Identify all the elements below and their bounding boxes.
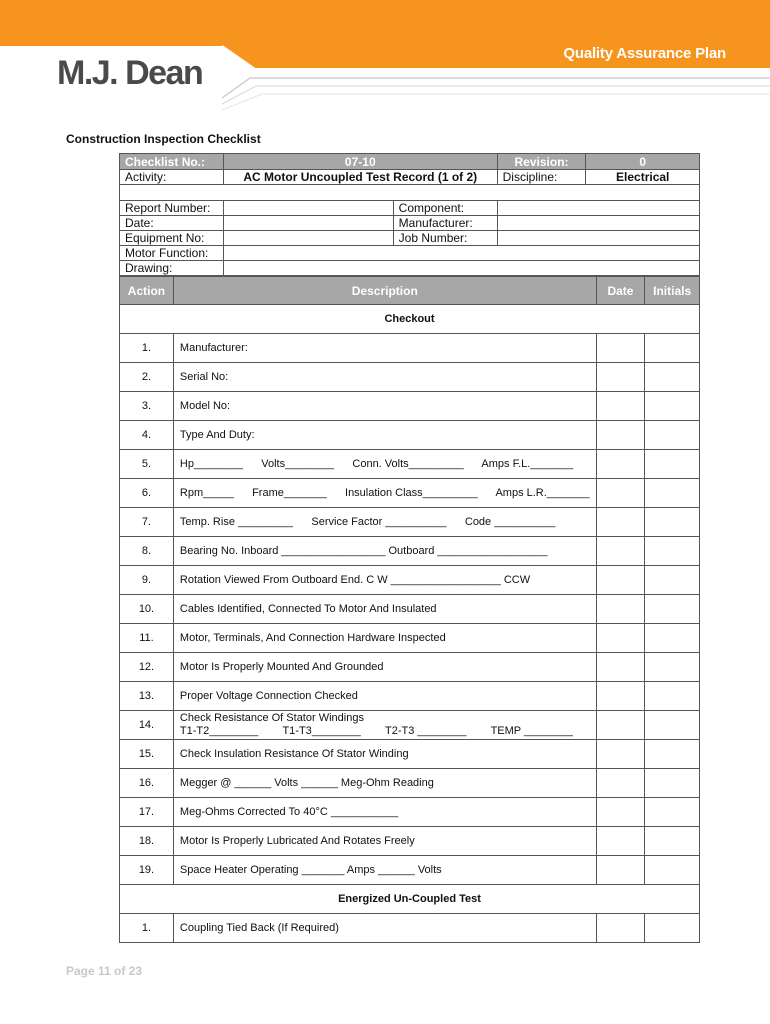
date-cell[interactable] bbox=[596, 508, 645, 537]
initials-cell[interactable] bbox=[645, 450, 700, 479]
item-description: Temp. Rise _________ Service Factor __________ Code __________ bbox=[173, 508, 596, 537]
action-number: 9. bbox=[120, 566, 174, 595]
checklist-row bbox=[120, 421, 700, 450]
date-cell[interactable] bbox=[596, 682, 645, 711]
action-number: 11. bbox=[120, 624, 174, 653]
date-cell[interactable] bbox=[596, 479, 645, 508]
checklist-row bbox=[120, 334, 700, 363]
checklist-row bbox=[120, 740, 700, 769]
equipment-no-label: Equipment No: bbox=[120, 231, 224, 246]
action-number: 14. bbox=[120, 711, 174, 740]
col-header-initials: Initials bbox=[645, 277, 700, 305]
activity-value: AC Motor Uncoupled Test Record (1 of 2) bbox=[223, 170, 497, 185]
initials-cell[interactable] bbox=[645, 856, 700, 885]
checklist-row bbox=[120, 392, 700, 421]
plan-title: Quality Assurance Plan bbox=[563, 45, 726, 62]
date-cell[interactable] bbox=[596, 711, 645, 740]
date-cell[interactable] bbox=[596, 769, 645, 798]
col-header-description: Description bbox=[173, 277, 596, 305]
action-number: 18. bbox=[120, 827, 174, 856]
item-description: Megger @ ______ Volts ______ Meg-Ohm Reading bbox=[173, 769, 596, 798]
checklist-row bbox=[120, 508, 700, 537]
initials-cell[interactable] bbox=[645, 624, 700, 653]
checklist-row bbox=[120, 624, 700, 653]
action-number: 12. bbox=[120, 653, 174, 682]
page-number: Page 11 of 23 bbox=[66, 964, 143, 978]
report-number-label: Report Number: bbox=[120, 201, 224, 216]
date-cell[interactable] bbox=[596, 363, 645, 392]
date-cell[interactable] bbox=[596, 595, 645, 624]
component-label: Component: bbox=[393, 201, 497, 216]
date-cell[interactable] bbox=[596, 537, 645, 566]
initials-cell[interactable] bbox=[645, 421, 700, 450]
description-line-2: T1-T2________ T1-T3________ T2-T3 ________ TEMP ________ bbox=[179, 725, 573, 737]
action-number: 15. bbox=[120, 740, 174, 769]
description-line-1: Check Resistance Of Stator Windings bbox=[179, 712, 364, 724]
item-description: Bearing No. Inboard _________________ Outboard __________________ bbox=[173, 537, 596, 566]
action-number: 17. bbox=[120, 798, 174, 827]
item-description: Meg-Ohms Corrected To 40°C ___________ bbox=[173, 798, 596, 827]
item-description: Check Insulation Resistance Of Stator Winding bbox=[173, 740, 596, 769]
action-number: 3. bbox=[120, 392, 174, 421]
company-logo: M.J. Dean bbox=[57, 54, 203, 92]
initials-cell[interactable] bbox=[645, 914, 700, 943]
job-number-label: Job Number: bbox=[393, 231, 497, 246]
initials-cell[interactable] bbox=[645, 798, 700, 827]
section-checkout: Checkout bbox=[120, 305, 700, 334]
date-label: Date: bbox=[120, 216, 224, 231]
item-description: Rotation Viewed From Outboard End. C W __________________ CCW bbox=[173, 566, 596, 595]
action-number: 8. bbox=[120, 537, 174, 566]
date-cell[interactable] bbox=[596, 914, 645, 943]
initials-cell[interactable] bbox=[645, 479, 700, 508]
checklist-row bbox=[120, 798, 700, 827]
item-description: Coupling Tied Back (If Required) bbox=[173, 914, 596, 943]
checklist-row bbox=[120, 363, 700, 392]
checklist-row bbox=[120, 595, 700, 624]
action-number: 1. bbox=[120, 914, 174, 943]
checklist-row bbox=[120, 653, 700, 682]
activity-label: Activity: bbox=[120, 170, 224, 185]
initials-cell[interactable] bbox=[645, 827, 700, 856]
date-field[interactable] bbox=[223, 216, 393, 231]
item-description: Model No: bbox=[173, 392, 596, 421]
date-cell[interactable] bbox=[596, 653, 645, 682]
initials-cell[interactable] bbox=[645, 682, 700, 711]
checklist-no-value: 07-10 bbox=[223, 154, 497, 170]
checklist-row bbox=[120, 450, 700, 479]
report-number-field[interactable] bbox=[223, 201, 393, 216]
item-description: Type And Duty: bbox=[173, 421, 596, 450]
job-number-field[interactable] bbox=[497, 231, 699, 246]
item-description: Serial No: bbox=[173, 363, 596, 392]
initials-cell[interactable] bbox=[645, 653, 700, 682]
action-number: 13. bbox=[120, 682, 174, 711]
initials-cell[interactable] bbox=[645, 537, 700, 566]
item-description bbox=[173, 711, 596, 740]
checklist-row bbox=[120, 479, 700, 508]
motor-function-field[interactable] bbox=[223, 246, 699, 261]
action-number: 10. bbox=[120, 595, 174, 624]
action-number: 19. bbox=[120, 856, 174, 885]
equipment-no-field[interactable] bbox=[223, 231, 393, 246]
checklist-no-label: Checklist No.: bbox=[120, 154, 224, 170]
date-cell[interactable] bbox=[596, 624, 645, 653]
checklist-row bbox=[120, 566, 700, 595]
manufacturer-label: Manufacturer: bbox=[393, 216, 497, 231]
initials-cell[interactable] bbox=[645, 363, 700, 392]
checklist-row bbox=[120, 856, 700, 885]
initials-cell[interactable] bbox=[645, 740, 700, 769]
date-cell[interactable] bbox=[596, 450, 645, 479]
date-cell[interactable] bbox=[596, 827, 645, 856]
initials-cell[interactable] bbox=[645, 566, 700, 595]
motor-function-label: Motor Function: bbox=[120, 246, 224, 261]
action-number: 16. bbox=[120, 769, 174, 798]
col-header-action: Action bbox=[120, 277, 174, 305]
checklist-row bbox=[120, 827, 700, 856]
initials-cell[interactable] bbox=[645, 508, 700, 537]
item-description: Manufacturer: bbox=[173, 334, 596, 363]
action-number: 1. bbox=[120, 334, 174, 363]
action-number: 6. bbox=[120, 479, 174, 508]
action-number: 7. bbox=[120, 508, 174, 537]
drawing-field[interactable] bbox=[223, 261, 699, 276]
item-description: Rpm_____ Frame_______ Insulation Class_________ Amps L.R._______ bbox=[173, 479, 596, 508]
date-cell[interactable] bbox=[596, 740, 645, 769]
initials-cell[interactable] bbox=[645, 769, 700, 798]
date-cell[interactable] bbox=[596, 334, 645, 363]
component-field[interactable] bbox=[497, 201, 699, 216]
discipline-value: Electrical bbox=[586, 170, 700, 185]
section-energized: Energized Un-Coupled Test bbox=[120, 885, 700, 914]
discipline-label: Discipline: bbox=[497, 170, 586, 185]
item-description: Motor, Terminals, And Connection Hardware Inspected bbox=[173, 624, 596, 653]
initials-cell[interactable] bbox=[645, 595, 700, 624]
item-description: Cables Identified, Connected To Motor And Insulated bbox=[173, 595, 596, 624]
drawing-label: Drawing: bbox=[120, 261, 224, 276]
initials-cell[interactable] bbox=[645, 334, 700, 363]
date-cell[interactable] bbox=[596, 421, 645, 450]
checklist-row bbox=[120, 711, 700, 740]
item-description: Space Heater Operating _______ Amps ______ Volts bbox=[173, 856, 596, 885]
spacer-row bbox=[120, 185, 700, 201]
action-number: 5. bbox=[120, 450, 174, 479]
action-number: 4. bbox=[120, 421, 174, 450]
item-description: Motor Is Properly Mounted And Grounded bbox=[173, 653, 596, 682]
checklist-info-table bbox=[119, 153, 700, 276]
initials-cell[interactable] bbox=[645, 392, 700, 421]
item-description: Hp________ Volts________ Conn. Volts_________ Amps F.L._______ bbox=[173, 450, 596, 479]
checklist-row bbox=[120, 537, 700, 566]
date-cell[interactable] bbox=[596, 798, 645, 827]
item-description: Motor Is Properly Lubricated And Rotates Freely bbox=[173, 827, 596, 856]
checklist-row bbox=[120, 682, 700, 711]
checklist-table bbox=[119, 276, 700, 943]
revision-label: Revision: bbox=[497, 154, 586, 170]
date-cell[interactable] bbox=[596, 566, 645, 595]
initials-cell[interactable] bbox=[645, 711, 700, 740]
date-cell[interactable] bbox=[596, 392, 645, 421]
manufacturer-field[interactable] bbox=[497, 216, 699, 231]
item-description: Proper Voltage Connection Checked bbox=[173, 682, 596, 711]
revision-value: 0 bbox=[586, 154, 700, 170]
checklist-row bbox=[120, 769, 700, 798]
date-cell[interactable] bbox=[596, 856, 645, 885]
col-header-date: Date bbox=[596, 277, 645, 305]
document-title: Construction Inspection Checklist bbox=[66, 132, 261, 146]
action-number: 2. bbox=[120, 363, 174, 392]
checklist-row bbox=[120, 914, 700, 943]
